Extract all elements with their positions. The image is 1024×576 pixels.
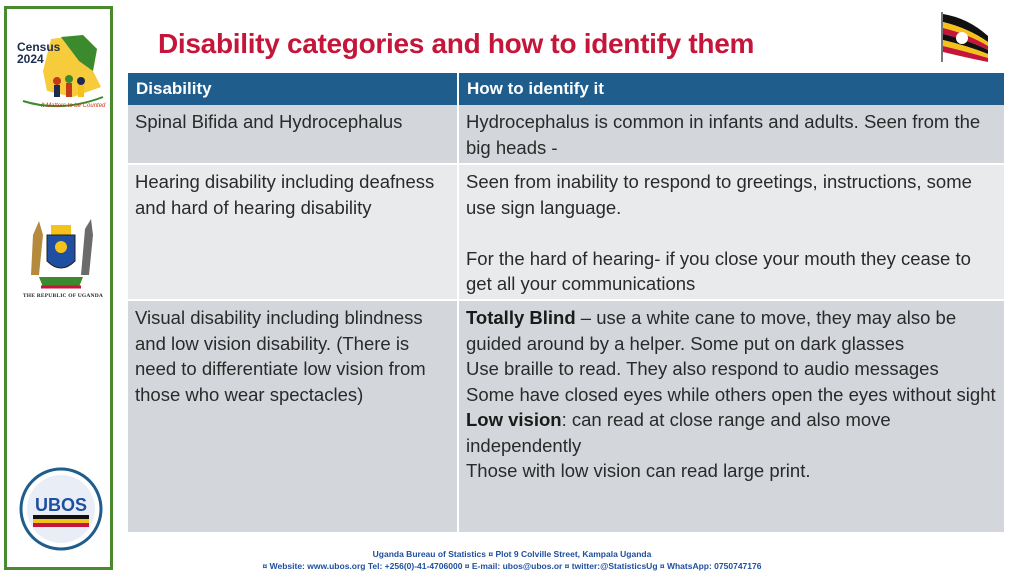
identify-line [466, 407, 997, 458]
ubos-logo [19, 467, 103, 551]
table-cell-disability: Visual disability including blindness and low vision disability. (There is need to differentiate low vision from those who wear spectacles) [128, 301, 459, 532]
footer-contacts: ¤ Website: www.ubos.org Tel: +256(0)-41-4706000 ¤ E-mail: ubos@ubos.or ¤ twitter:@StatisticsUg ¤ WhatsApp: 0750747176 [262, 561, 762, 571]
footer-address: Uganda Bureau of Statistics ¤ Plot 9 Colville Street, Kampala Uganda [372, 549, 652, 559]
table-header-disability: Disability [128, 73, 459, 105]
census-2024-logo [13, 31, 109, 115]
logo-sidebar [4, 6, 113, 570]
page-title: Disability categories and how to identify them [158, 28, 755, 59]
disability-table [128, 73, 1004, 532]
low-vision-label: Low vision [466, 409, 562, 430]
table-cell-disability: Spinal Bifida and Hydrocephalus [128, 105, 459, 165]
identify-line: Those with low vision can read large print. [466, 460, 811, 481]
uganda-flag-icon [938, 8, 992, 62]
table-cell-identify: Hydrocephalus is common in infants and adults. Seen from the big heads - [459, 105, 1004, 165]
low-vision-text: : can read at close range and also move independently [466, 409, 891, 456]
census-tagline: It Matters to be Counted [41, 103, 106, 109]
totally-blind-label: Totally Blind [466, 307, 576, 328]
census-logo-text: Census 2024 [17, 40, 61, 66]
table-cell-disability: Hearing disability including deafness and hard of hearing disability [128, 165, 459, 301]
coat-of-arms-icon [19, 215, 103, 295]
ubos-logo-text: UBOS [34, 495, 88, 515]
paragraph-gap [466, 220, 997, 246]
table-cell-identify [459, 165, 1004, 301]
table-header-identify: How to identify it [459, 73, 1004, 105]
coat-of-arms-caption: THE REPUBLIC OF UGANDA [22, 293, 104, 299]
totally-blind-text: – use a white cane to move, they may also be guided around by a helper. Some put on dark glasses [466, 307, 957, 354]
identify-paragraph: For the hard of hearing- if you close your mouth they cease to get all your communications [466, 247, 971, 294]
identify-line: Use braille to read. They also respond to audio messages [466, 358, 939, 379]
ubos-emblem-icon [19, 467, 103, 551]
identify-line [466, 305, 997, 356]
table-cell-identify [459, 301, 1004, 532]
coat-of-arms [19, 215, 103, 295]
identify-line: Some have closed eyes while others open the eyes without sight [466, 383, 996, 405]
identify-paragraph: Seen from inability to respond to greetings, instructions, some use sign language. [466, 171, 972, 218]
